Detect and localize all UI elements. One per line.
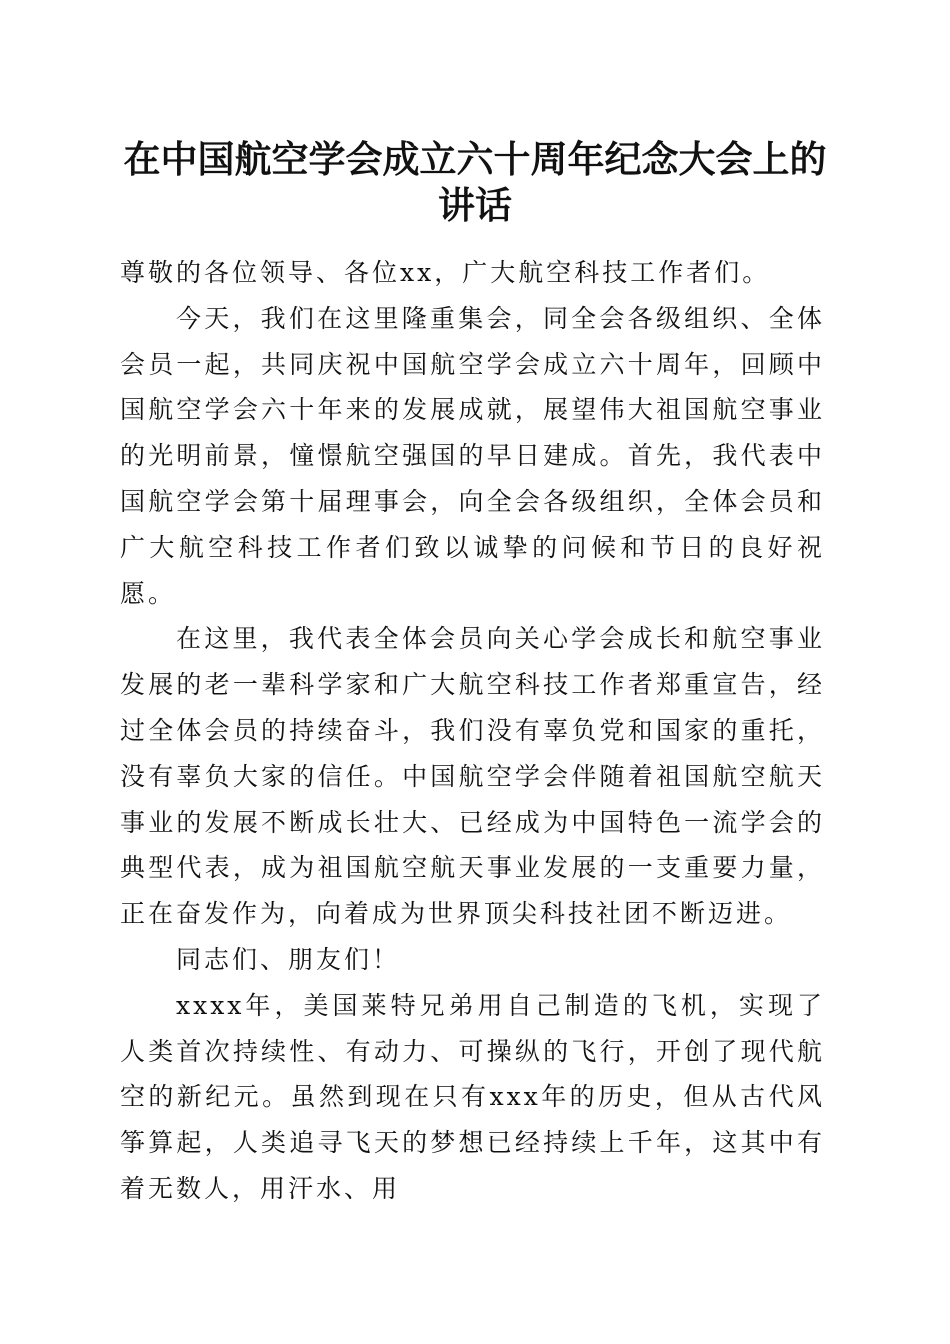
document-body	[120, 250, 825, 1212]
salutation-paragraph: 尊敬的各位领导、各位xx，广大航空科技工作者们。	[120, 258, 771, 287]
body-paragraph: 同志们、朋友们！	[176, 944, 401, 974]
body-paragraph: xxxx年，美国莱特兄弟用自己制造的飞机，实现了人类首次持续性、有动力、可操纵的飞行，开创了现代航空的新纪元。虽然到现在只有xxx年的历史，但从古代风筝算起，人类追寻飞天的梦想已经持续上千年，这其中有着无数人，用汗水、用	[120, 990, 825, 1203]
document-title: 在中国航空学会成立六十周年纪念大会上的讲话	[123, 137, 827, 227]
body-paragraph: 今天，我们在这里隆重集会，同全会各级组织、全体会员一起，共同庆祝中国航空学会成立六十周年，回顾中国航空学会六十年来的发展成就，展望伟大祖国航空事业的光明前景，憧憬航空强国的早日建成。首先，我代表中国航空学会第十届理事会，向全会各级组织，全体会员和广大航空科技工作者们致以诚挚的问候和节日的良好祝愿。	[120, 303, 825, 608]
body-paragraph: 在这里，我代表全体会员向关心学会成长和航空事业发展的老一辈科学家和广大航空科技工作者郑重宣告，经过全体会员的持续奋斗，我们没有辜负党和国家的重托，没有辜负大家的信任。中国航空学会伴随着祖国航空航天事业的发展不断成长壮大、已经成为中国特色一流学会的典型代表，成为祖国航空航天事业发展的一支重要力量，正在奋发作为，向着成为世界顶尖科技社团不断迈进。	[120, 624, 825, 929]
